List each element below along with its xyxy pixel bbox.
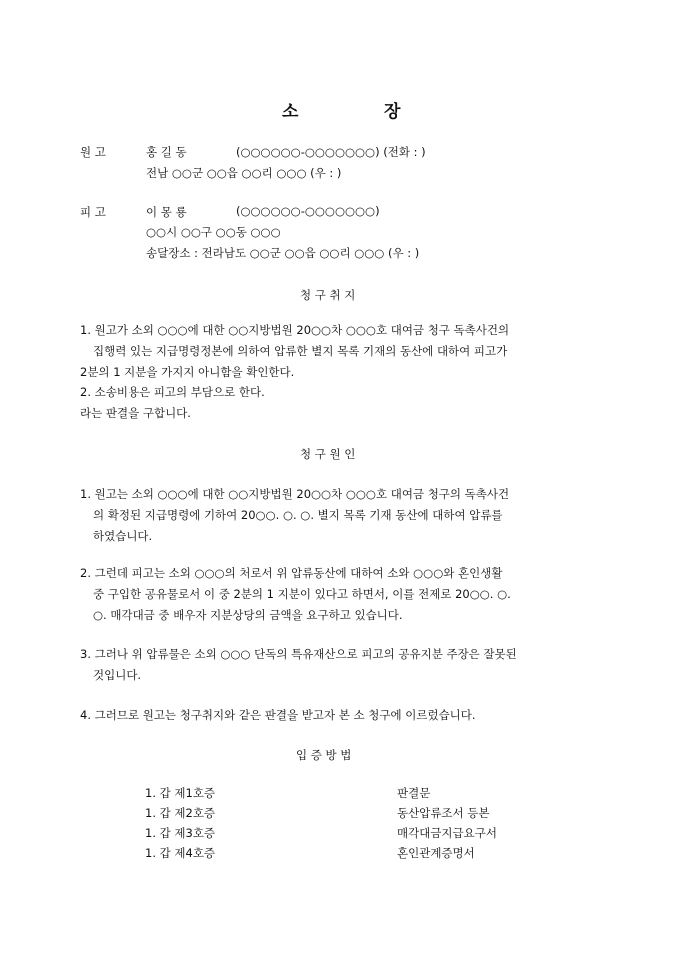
plaintiff-address: 전남 ○○군 ○○읍 ○○리 ○○○ (우 : ) bbox=[146, 166, 342, 180]
evidence-doc: 혼인관계증명서 bbox=[397, 846, 475, 860]
claim-cause-item-4: 4. 그러므로 원고는 청구취지와 같은 판결을 받고자 본 소 청구에 이르렀습니다. bbox=[80, 708, 476, 722]
plaintiff-role: 원 고 bbox=[80, 145, 106, 159]
evidence-doc: 판결문 bbox=[397, 786, 431, 800]
defendant-delivery-address: 송달장소 : 전라남도 ○○군 ○○읍 ○○리 ○○○ (우 : ) bbox=[146, 246, 420, 260]
evidence-row bbox=[145, 785, 545, 805]
evidence-label: 1. 갑 제1호증 bbox=[145, 786, 216, 800]
document-title-left: 소 bbox=[282, 102, 299, 122]
evidence-doc: 동산압류조서 등본 bbox=[397, 806, 490, 820]
claim-cause-item-3: 3. 그러나 위 압류물은 소외 ○○○ 단독의 특유재산으로 피고의 공유지분 주장은 잘못된 것입니다. bbox=[80, 647, 517, 682]
evidence-row bbox=[145, 845, 545, 865]
defendant-role: 피 고 bbox=[80, 205, 106, 219]
defendant-id: (○○○○○○-○○○○○○○) bbox=[236, 204, 380, 218]
plaintiff-id-phone: (○○○○○○-○○○○○○○) (전화 : ) bbox=[236, 145, 426, 159]
evidence-row bbox=[145, 825, 545, 845]
defendant-address: ○○시 ○○구 ○○동 ○○○ bbox=[146, 225, 281, 239]
plaintiff-name: 홍 길 동 bbox=[146, 145, 187, 159]
evidence-doc: 매각대금지급요구서 bbox=[397, 826, 497, 840]
claim-purpose-item-1: 1. 원고가 소외 ○○○에 대한 ○○지방법원 20○○차 ○○○호 대여금 청구 독촉사건의 집행력 있는 지급명령정본에 의하여 압류한 별지 목록 기재의 동산에 대하여 피고가 2분의 1 지분을 가지지 아니함을 확인한다. bbox=[80, 323, 510, 379]
claim-cause-item-1: 1. 원고는 소외 ○○○에 대한 ○○지방법원 20○○차 ○○○호 대여금 청구의 독촉사건 의 확정된 지급명령에 기하여 20○○. ○. ○. 별지 목록 기재 동산에 대하여 압류를 하였습니다. bbox=[80, 487, 510, 543]
evidence-label: 1. 갑 제2호증 bbox=[145, 806, 216, 820]
claim-purpose-heading: 청 구 취 지 bbox=[300, 288, 356, 302]
claim-cause-item-2: 2. 그런데 피고는 소외 ○○○의 처로서 위 압류동산에 대하여 소와 ○○○와 혼인생활 중 구입한 공유물로서 이 중 2분의 1 지분이 있다고 하면서, 이를 전제로 20○○. ○. ○. 매각대금 중 배우자 지분상당의 금액을 요구하고 있습니다. bbox=[80, 566, 511, 622]
claim-purpose-closing: 라는 판결을 구합니다. bbox=[80, 406, 191, 420]
evidence-row bbox=[145, 805, 545, 825]
evidence-heading: 입 증 방 법 bbox=[296, 748, 352, 762]
document-title-right: 장 bbox=[384, 102, 401, 122]
evidence-label: 1. 갑 제3호증 bbox=[145, 826, 216, 840]
claim-cause-heading: 청 구 원 인 bbox=[300, 447, 356, 461]
defendant-name: 이 몽 룡 bbox=[146, 205, 187, 219]
evidence-label: 1. 갑 제4호증 bbox=[145, 846, 216, 860]
claim-purpose-item-2: 2. 소송비용은 피고의 부담으로 한다. bbox=[80, 385, 265, 399]
